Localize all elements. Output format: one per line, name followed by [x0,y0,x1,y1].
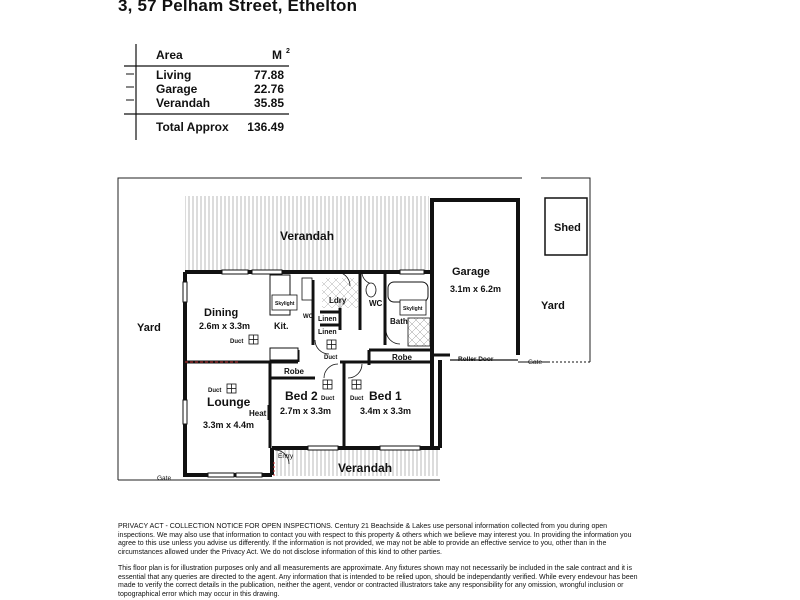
floorplan-disclaimer [118,565,688,599]
duct-icons [227,335,361,393]
duct-bed1-label: Duct [350,396,364,402]
linen-2-label: Linen [318,329,337,336]
wo-label: WO [303,314,314,320]
lounge-name: Lounge [207,395,251,409]
skylight-bath-label: Skylight [403,306,423,312]
duct-icon [227,384,236,393]
shed-label: Shed [554,222,581,234]
garage-name: Garage [452,266,490,278]
stove [302,278,312,300]
skylight-kitchen-label: Skylight [275,301,295,307]
yard-right-label: Yard [541,300,565,312]
bed1-size: 3.4m x 3.3m [360,406,412,416]
duct-bed2-label: Duct [321,396,335,402]
verandah-top-label: Verandah [280,229,335,243]
kitchen-bench-2 [270,348,298,360]
duct-icon [327,340,336,349]
disclaimer-line: made to verify the correct details in the publication, neither the agent, vendor or contracted illustrators take any responsibility for any omission, wrongful inclusion or [118,582,624,590]
privacy-line: inspections. We may also use that information to contact you with respect to this property & others which we believe may interest you. In providing the information you [118,531,632,539]
shower [408,318,430,346]
area-total-label: Total Approx [156,120,229,134]
disclaimer-line: This floor plan is for illustration purposes only and all measurements are approximate. Any fixtures shown may not necessarily be included in the sale contract and it is [118,565,632,572]
kitchen-label: Kit. [274,321,289,331]
duct-icon [249,335,258,344]
garage [432,200,518,360]
duct-lounge-label: Duct [208,388,222,394]
yard-left-label: Yard [137,322,161,334]
toilet [366,283,376,297]
bed2-size: 2.7m x 3.3m [280,406,332,416]
area-row-label: Living [156,68,192,82]
entry-label: Entry [278,453,294,460]
robe-right-label: Robe [392,353,412,362]
robe-left-label: Robe [284,367,304,376]
duct-icon [323,380,332,389]
gate-left-label: Gate [157,475,172,482]
disclaimer-line: essential that any queries are directed to the agent. Any information that is intended to be relied upon, should be independantly verified. While every endevour has been [118,573,638,581]
area-row-value: 35.85 [253,96,284,110]
page-title: 3, 57 Pelham Street, Ethelton [118,0,358,15]
area-row-label: Verandah [156,96,211,110]
disclaimer-line: topographical error which may occur in this drawing. [118,590,280,598]
bath-label: Bath [390,317,408,326]
lounge-size: 3.3m x 4.4m [203,420,255,430]
privacy-line: PRIVACY ACT - COLLECTION NOTICE FOR OPEN INSPECTIONS. Century 21 Beachside & Lakes use personal information collected from you during open [118,523,608,530]
garage-size: 3.1m x 6.2m [450,284,502,294]
linen-1-label: Linen [318,316,337,323]
area-row-value: 77.88 [253,68,284,82]
duct-dining-label: Duct [230,339,244,345]
privacy-line: agree to this use unless you advise us differently. If the information is not provided, we may not be able to provide an effective service to you, other than in the [118,540,607,548]
area-row-label: Garage [156,82,198,96]
area-header-unit: M $^2$ [272,48,290,62]
bath-tub [388,282,428,302]
heat-label: Heat [249,409,267,418]
dining-name: Dining [204,307,239,319]
dining-size: 2.6m x 3.3m [199,321,251,331]
bed2-name: Bed 2 [285,389,318,403]
area-row-value: 22.76 [253,82,284,96]
duct-hall-label: Duct [324,355,338,361]
privacy-line: circumstances allowed under the Privacy Act. We do not disclose information of this kind to other parties. [118,548,442,556]
area-header-label: Area [156,48,183,62]
duct-icon [352,380,361,389]
area-total-value: 136.49 [247,120,284,134]
bed1-name: Bed 1 [369,389,402,403]
laundry-label: Ldry [329,296,347,305]
verandah-bottom-label: Verandah [338,461,393,475]
roller-door-label: Roller Door [458,356,494,363]
privacy-notice [118,523,688,557]
gate-right-label: Gate [528,359,543,366]
wc-label: WC [369,299,383,308]
